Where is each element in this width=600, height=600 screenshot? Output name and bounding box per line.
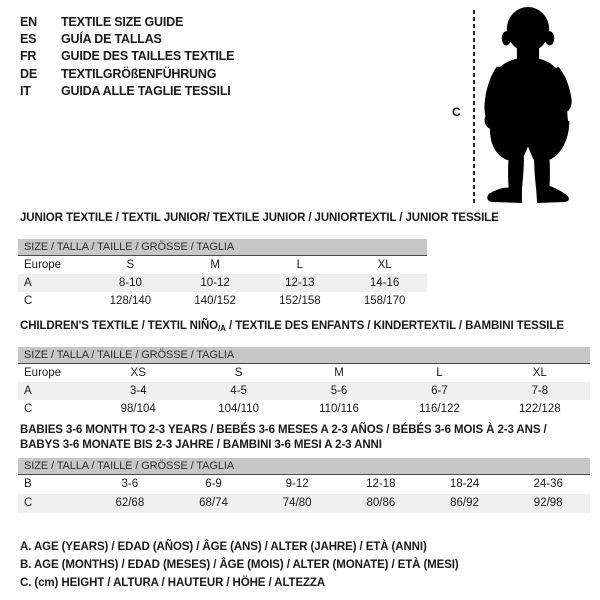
title-subscript: /A: [218, 324, 226, 333]
footnote-b: B. AGE (MONTHS) / EDAD (MESES) / ÂGE (MOIS) / ALTER (MONATE) / ETÀ (MESI): [20, 559, 459, 571]
cell: 128/140: [109, 295, 152, 307]
height-measure-label: C: [452, 105, 461, 119]
lang-code: EN: [20, 14, 37, 29]
lang-code: IT: [20, 84, 31, 99]
cell: S: [234, 367, 243, 379]
cell: 74/80: [282, 497, 312, 509]
cell: 80/86: [366, 497, 396, 509]
language-header: [20, 13, 234, 100]
table-row: [18, 364, 590, 382]
cell: XL: [377, 259, 392, 271]
cell: 5-6: [330, 385, 348, 397]
children-table-title: [20, 320, 564, 333]
cell: 68/74: [199, 497, 228, 509]
junior-size-table: [18, 239, 427, 310]
title-line-2: BABYS 3-6 MONATE BIS 2-3 JAHRE / BAMBINI 3-6 MESI A 2-3 ANNI: [20, 439, 382, 451]
cell: 62/68: [115, 497, 145, 509]
cell: M: [334, 367, 344, 379]
footnote-a: A. AGE (YEARS) / EDAD (AÑOS) / ÂGE (ANS) / ALTER (JAHRE) / ETÀ (ANNI): [20, 541, 427, 553]
height-measure-dashed-line: [473, 10, 475, 206]
lang-code: ES: [20, 32, 37, 47]
row-label: C: [24, 295, 33, 307]
footnotes: [20, 538, 459, 592]
lang-row-de: [20, 65, 234, 82]
junior-size-header-bar: SIZE / TALLA / TAILLE / GRÖSSE / TAGLIA: [18, 239, 427, 256]
table-row: [18, 400, 590, 418]
row-label: Europe: [24, 367, 62, 379]
lang-title: GUÍA DE TALLAS: [61, 32, 162, 47]
cell: 122/128: [519, 403, 561, 415]
cell: 98/104: [120, 403, 156, 415]
cell: L: [296, 259, 304, 271]
lang-title: TEXTILGRÖßENFÜHRUNG: [61, 66, 217, 81]
children-size-header-bar: SIZE / TALLA / TAILLE / GRÖSSE / TAGLIA: [18, 347, 590, 364]
cell: 12-18: [366, 478, 396, 490]
cell: 14-16: [369, 277, 400, 289]
cell: 110/116: [319, 403, 359, 415]
children-size-table: [18, 347, 590, 418]
cell: 3-4: [129, 385, 147, 397]
title-text: CHILDREN'S TEXTILE / TEXTIL NIÑO: [20, 320, 219, 332]
row-label: B: [24, 478, 32, 490]
table-row: [18, 475, 590, 494]
cell: 92/98: [533, 497, 563, 509]
cell: 18-24: [449, 478, 480, 490]
cell: 10-12: [200, 277, 230, 289]
lang-title: GUIDA ALLE TAGLIE TESSILI: [61, 84, 231, 99]
cell: L: [436, 367, 443, 379]
row-label: Europe: [24, 259, 62, 271]
babies-size-table: [18, 458, 590, 513]
junior-table-title: JUNIOR TEXTILE / TEXTIL JUNIOR/ TEXTILE JUNIOR / JUNIORTEXTIL / JUNIOR TESSILE: [20, 212, 499, 224]
lang-code: DE: [20, 66, 37, 81]
cell: M: [210, 259, 220, 271]
cell: 6-7: [431, 385, 448, 397]
cell: XS: [130, 367, 146, 379]
table-row: [18, 292, 427, 310]
cell: 140/152: [194, 295, 236, 307]
table-row: [18, 382, 590, 400]
cell: 3-6: [121, 478, 139, 490]
cell: 7-8: [531, 385, 549, 397]
cell: 116/122: [419, 403, 460, 415]
cell: XL: [532, 367, 547, 379]
lang-code: FR: [20, 49, 37, 64]
title-text: / TEXTILE DES ENFANTS / KINDERTEXTIL / BAMBINI TESSILE: [225, 320, 564, 332]
table-row: [18, 274, 427, 292]
row-label: A: [24, 277, 32, 289]
cell: 9-12: [285, 478, 309, 490]
table-row: [18, 494, 590, 513]
cell: 24-36: [533, 478, 563, 490]
title-line-1: BABIES 3-6 MONTH TO 2-3 YEARS / BEBÉS 3-6 MESES A 2-3 AÑOS / BÉBÉS 3-6 MOIS À 2-3 ANS /: [20, 424, 547, 436]
lang-title: GUIDE DES TAILLES TEXTILE: [61, 49, 235, 64]
lang-row-it: [20, 83, 234, 100]
lang-title: TEXTILE SIZE GUIDE: [61, 14, 184, 29]
cell: 158/170: [363, 295, 406, 307]
cell: 8-10: [118, 277, 142, 289]
lang-row-fr: [20, 48, 234, 65]
lang-row-es: [20, 30, 234, 47]
baby-silhouette-icon: [483, 6, 575, 208]
lang-row-en: [20, 13, 234, 30]
cell: S: [126, 259, 135, 271]
cell: 152/158: [279, 295, 321, 307]
babies-size-header-bar: SIZE / TALLA / TAILLE / GRÖSSE / TAGLIA: [18, 458, 590, 475]
cell: 86/92: [450, 497, 479, 509]
cell: 12-13: [285, 277, 315, 289]
cell: 104/110: [218, 403, 259, 415]
row-label: C: [24, 403, 33, 415]
babies-table-title: [20, 423, 547, 453]
cell: 6-9: [205, 478, 222, 490]
table-row: [18, 256, 427, 274]
row-label: A: [24, 385, 32, 397]
row-label: C: [24, 497, 33, 509]
footnote-c: C. (cm) HEIGHT / ALTURA / HAUTEUR / HÖHE / ALTEZZA: [20, 577, 326, 589]
cell: 4-5: [230, 385, 247, 397]
